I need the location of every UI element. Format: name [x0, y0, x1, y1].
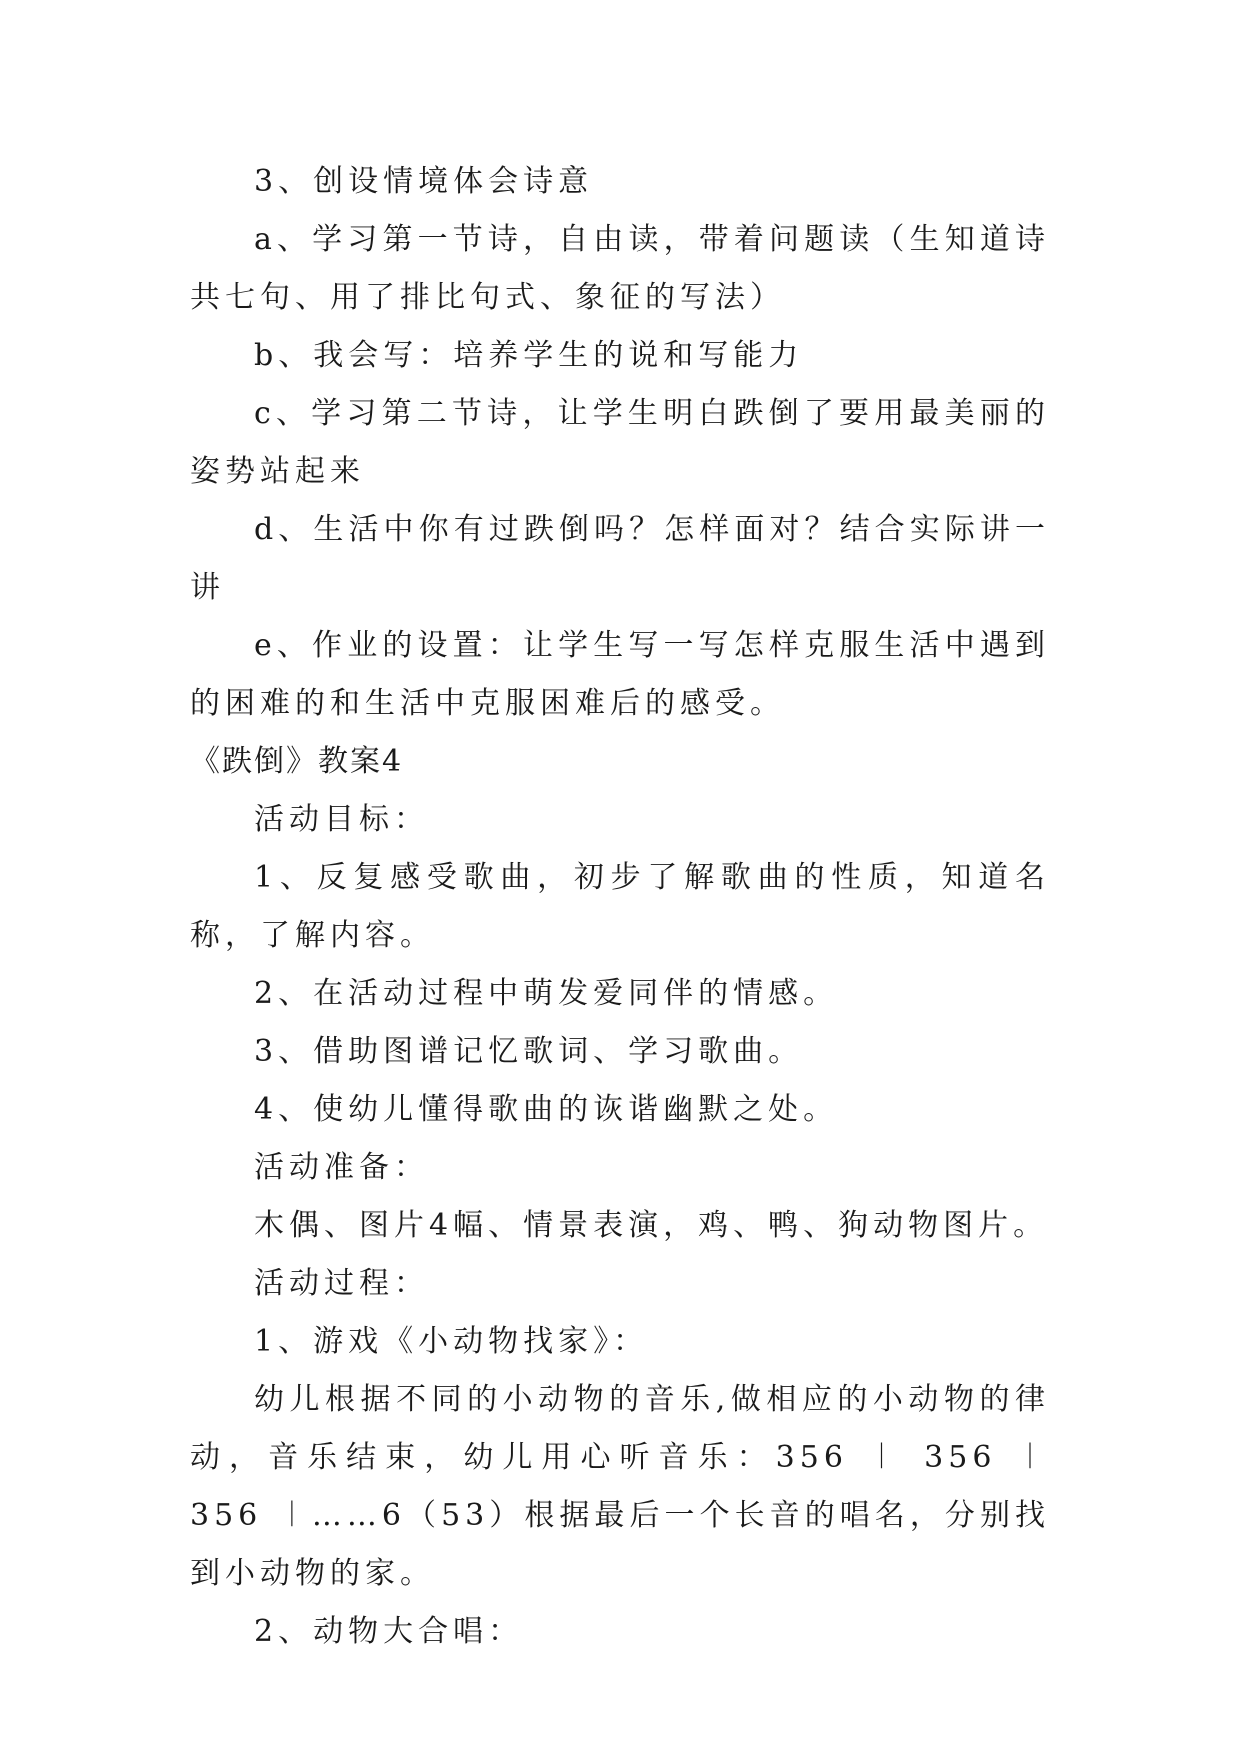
paragraph: 3、借助图谱记忆歌词、学习歌曲。: [254, 1034, 804, 1069]
paragraph: a、学习第一节诗，自由读，带着问题读（生知道诗共七句、用了排比句式、象征的写法）: [190, 222, 1050, 315]
paragraph: 木偶、图片4幅、情景表演，鸡、鸭、狗动物图片。: [254, 1208, 1049, 1243]
paragraph: 4、使幼儿懂得歌曲的诙谐幽默之处。: [254, 1092, 839, 1127]
paragraph: 幼儿根据不同的小动物的音乐,做相应的小动物的律动，音乐结束，幼儿用心听音乐：356 ︱ 356 ︱ 356 ︱……6（53）根据最后一个长音的唱名，分别找到小动物的家。: [190, 1382, 1050, 1591]
paragraph: 2、在活动过程中萌发爱同伴的情感。: [254, 976, 839, 1011]
paragraph: 3、创设情境体会诗意: [254, 164, 594, 199]
document-body: [190, 153, 1050, 1661]
paragraph: 活动准备：: [254, 1150, 429, 1185]
paragraph: 1、反复感受歌曲，初步了解歌曲的性质，知道名称，了解内容。: [190, 860, 1050, 953]
paragraph: b、我会写：培养学生的说和写能力: [254, 338, 804, 373]
paragraph: 2、动物大合唱：: [254, 1614, 524, 1649]
paragraph: 活动过程：: [254, 1266, 429, 1301]
paragraph: 活动目标：: [254, 802, 429, 837]
paragraph: c、学习第二节诗，让学生明白跌倒了要用最美丽的姿势站起来: [190, 396, 1050, 489]
paragraph: e、作业的设置：让学生写一写怎样克服生活中遇到的困难的和生活中克服困难后的感受。: [190, 628, 1050, 721]
section-title: 《跌倒》教案4: [190, 744, 404, 779]
paragraph: 1、游戏《小动物找家》：: [254, 1324, 649, 1359]
paragraph: d、生活中你有过跌倒吗？怎样面对？结合实际讲一讲: [190, 512, 1050, 605]
